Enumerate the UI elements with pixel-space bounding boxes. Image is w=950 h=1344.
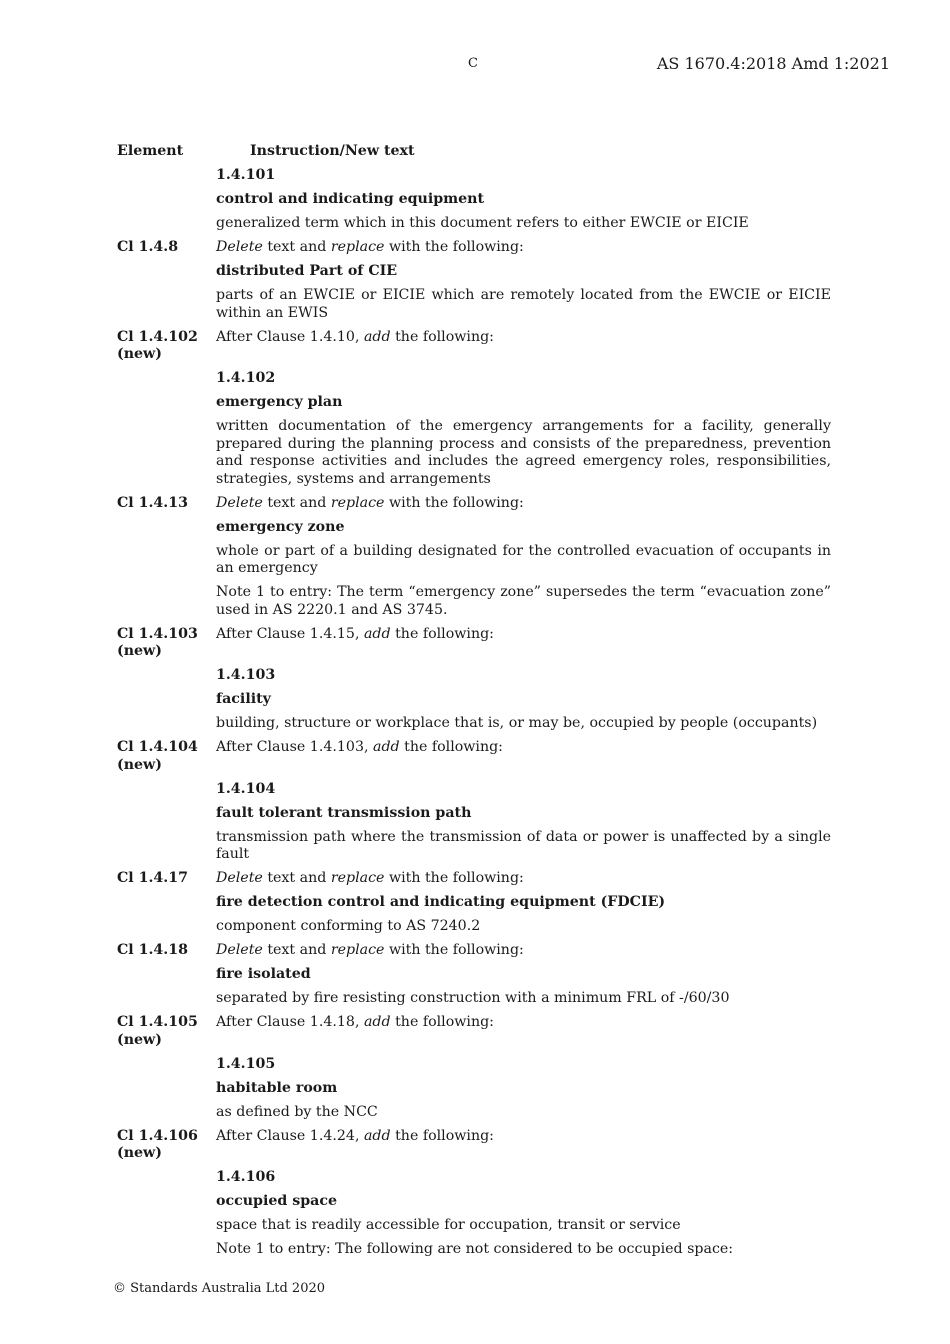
table-row (117, 215, 831, 233)
term-definition: as defined by the NCC (216, 1103, 378, 1120)
table-row (117, 1169, 831, 1187)
table-row (117, 805, 831, 823)
element-label: Cl 1.4.17 (117, 870, 188, 886)
term-title: fire detection control and indicating equipment (FDCIE) (216, 894, 666, 910)
table-row (117, 191, 831, 209)
term-note: Note 1 to entry: The term “emergency zone” supersedes the term “evacuation zone” used in AS 2220.1 and AS 3745. (216, 584, 831, 618)
table-row (117, 870, 831, 888)
page-header-standard: AS 1670.4:2018 Amd 1:2021 (656, 54, 890, 73)
table-row (117, 1193, 831, 1211)
element-label: Cl 1.4.13 (117, 494, 188, 511)
term-definition: parts of an EWCIE or EICIE which are remotely located from the EWCIE or EICIE within an EWIS (216, 287, 831, 321)
term-number: 1.4.103 (216, 667, 276, 683)
element-label: Cl 1.4.105 (new) (117, 1014, 198, 1048)
term-definition: component conforming to AS 7240.2 (216, 918, 481, 934)
table-row (117, 1128, 831, 1163)
term-definition: whole or part of a building designated for the controlled evacuation of occupants in an emergency (216, 542, 831, 576)
table-row (117, 1104, 831, 1122)
term-note: Note 1 to entry: The following are not considered to be occupied space: (216, 1241, 734, 1257)
term-title: distributed Part of CIE (216, 263, 398, 279)
table-row (117, 739, 831, 774)
table-row (117, 519, 831, 537)
term-definition: building, structure or workplace that is, or may be, occupied by people (occupants) (216, 715, 818, 731)
term-definition: generalized term which in this document refers to either EWCIE or EICIE (216, 215, 749, 231)
term-definition: space that is readily accessible for occupation, transit or service (216, 1217, 681, 1233)
element-label: Cl 1.4.103 (new) (117, 625, 198, 659)
table-row (117, 418, 831, 488)
term-definition: written documentation of the emergency arrangements for a facility, generally prepared during the planning process and consists of the preparedness, prevention and response activities and includes the agreed emergency roles, responsibilities, strategies, systems and arrangements (216, 418, 831, 487)
term-title: emergency zone (216, 518, 345, 535)
table-row (117, 239, 831, 257)
instruction-text: After Clause 1.4.103, add the following: (216, 739, 503, 755)
table-row (117, 1217, 831, 1235)
table-row (117, 1056, 831, 1074)
table-row (117, 287, 831, 322)
term-definition: separated by fire resisting construction with a minimum FRL of -/60/30 (216, 990, 730, 1006)
term-number: 1.4.105 (216, 1055, 276, 1072)
term-title: emergency plan (216, 394, 343, 410)
table-row (117, 394, 831, 412)
term-title: fault tolerant transmission path (216, 804, 472, 821)
term-number: 1.4.101 (216, 167, 276, 183)
table-row (117, 370, 831, 388)
term-title: control and indicating equipment (216, 191, 485, 207)
page-header-center: C (468, 56, 478, 71)
element-label: Cl 1.4.18 (117, 942, 188, 958)
instruction-text: Delete text and replace with the following: (216, 942, 524, 958)
term-title: occupied space (216, 1193, 338, 1209)
table-row (117, 263, 831, 281)
term-number: 1.4.102 (216, 370, 276, 386)
table-row (117, 894, 831, 912)
table-row (117, 584, 831, 619)
element-label: Cl 1.4.102 (new) (117, 328, 198, 362)
instruction-text: After Clause 1.4.15, add the following: (216, 625, 494, 642)
term-title: habitable room (216, 1079, 338, 1096)
table-row (117, 667, 831, 685)
element-label: Cl 1.4.8 (117, 239, 179, 255)
table-row (117, 781, 831, 799)
element-label: Cl 1.4.104 (new) (117, 739, 198, 773)
table-row (117, 829, 831, 864)
table-row (117, 1014, 831, 1049)
table-row (117, 715, 831, 733)
term-definition: transmission path where the transmission of data or power is unaffected by a single fault (216, 828, 831, 862)
table-header-row (117, 143, 831, 161)
instruction-text: Delete text and replace with the following: (216, 870, 524, 886)
table-row (117, 942, 831, 960)
table-row (117, 329, 831, 364)
copyright-footer: © Standards Australia Ltd 2020 (113, 1281, 326, 1296)
instruction-text: After Clause 1.4.10, add the following: (216, 328, 494, 345)
table-row (117, 626, 831, 661)
instruction-text: Delete text and replace with the following: (216, 239, 524, 255)
table-row (117, 918, 831, 936)
col-instruction-header: Instruction/New text (250, 143, 415, 159)
table-row (117, 990, 831, 1008)
instruction-text: After Clause 1.4.18, add the following: (216, 1014, 494, 1030)
term-number: 1.4.104 (216, 780, 276, 797)
table-row (117, 691, 831, 709)
col-element-header: Element (117, 143, 184, 159)
table-row (117, 1080, 831, 1098)
term-title: fire isolated (216, 966, 311, 982)
instruction-text: Delete text and replace with the following: (216, 494, 524, 511)
amendment-table (117, 143, 831, 1265)
element-label: Cl 1.4.106 (new) (117, 1127, 198, 1161)
term-title: facility (216, 691, 271, 707)
table-row (117, 966, 831, 984)
table-row (117, 167, 831, 185)
table-row (117, 1241, 831, 1259)
table-row (117, 495, 831, 513)
table-row (117, 543, 831, 578)
term-number: 1.4.106 (216, 1169, 276, 1185)
instruction-text: After Clause 1.4.24, add the following: (216, 1127, 494, 1144)
